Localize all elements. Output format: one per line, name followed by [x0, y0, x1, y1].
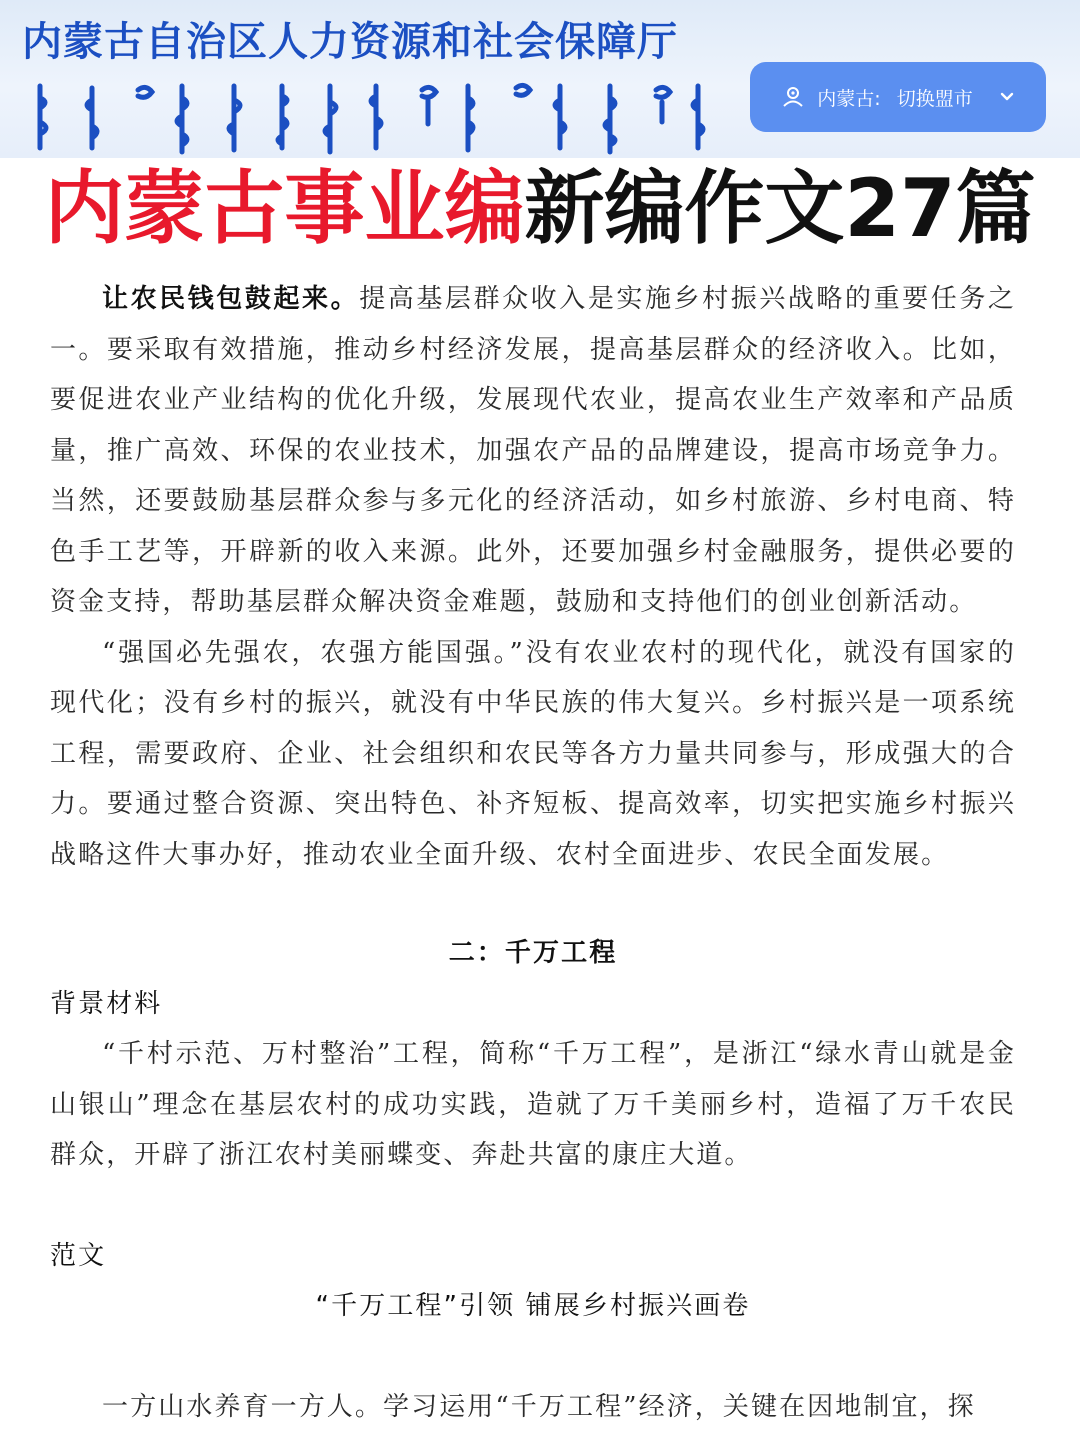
page-headline [0, 160, 1080, 258]
paragraph-1 [50, 274, 1016, 628]
switch-city-label: 切换盟市 [896, 87, 973, 110]
headline-black-part: 新编作文27篇 [524, 162, 1036, 255]
document-body [50, 274, 1016, 1432]
location-person-icon [781, 85, 805, 109]
region-label: 内蒙古: [817, 87, 881, 110]
paragraph-lead: 让农民钱包鼓起来。 [102, 284, 360, 314]
essay-title: “千万工程”引领 铺展乡村振兴画卷 [315, 1291, 751, 1321]
essay-label: 范文 [50, 1240, 107, 1271]
section-title: 二：千万工程 [448, 938, 618, 968]
paragraph-1-text: 提高基层群众收入是实施乡村振兴战略的重要任务之一。要采取有效措施，推动乡村经济发展，提高基层群众的经济收入。比如，要促进农业产业结构的优化升级，发展现代农业，提高农业生产效率和产品质量，推广高效、环保的农业技术，加强农产品的品牌建设，提高市场竞争力。当然，还要鼓励基层群众参与多元化的经济活动，如乡村旅游、乡村电商、特色手工艺等，开辟新的收入来源。此外，还要加强乡村金融服务，提供必要的资金支持，帮助基层群众解决资金难题，鼓励和支持他们的创业创新活动。 [50, 284, 1016, 617]
background-paragraph: “千村示范、万村整治”工程，简称“千万工程”，是浙江“绿水青山就是金山银山”理念在基层农村的成功实践，造就了万千美丽乡村，造福了万千农民群众，开辟了浙江农村美丽蝶变、奔赴共富的康庄大道。 [50, 1039, 1016, 1170]
essay-paragraph-1: 一方山水养育一方人。学习运用“千万工程”经济，关键在因地制宜，探 [102, 1391, 976, 1422]
chevron-down-icon [999, 89, 1015, 105]
site-header-banner [0, 0, 1080, 158]
background-label: 背景材料 [50, 988, 163, 1019]
region-switch-button[interactable] [750, 62, 1046, 132]
headline-red-part: 内蒙古事业编 [44, 162, 525, 255]
mongolian-script-logo [30, 78, 710, 158]
paragraph-2: “强国必先强农，农强方能国强。”没有农业农村的现代化，就没有国家的现代化；没有乡村的振兴，就没有中华民族的伟大复兴。乡村振兴是一项系统工程，需要政府、企业、社会组织和农民等各方力量共同参与，形成强大的合力。要通过整合资源、突出特色、补齐短板、提高效率，切实把实施乡村振兴战略这件大事办好，推动农业全面升级、农村全面进步、农民全面发展。 [50, 637, 1016, 870]
site-title: 内蒙古自治区人力资源和社会保障厅 [22, 19, 678, 65]
